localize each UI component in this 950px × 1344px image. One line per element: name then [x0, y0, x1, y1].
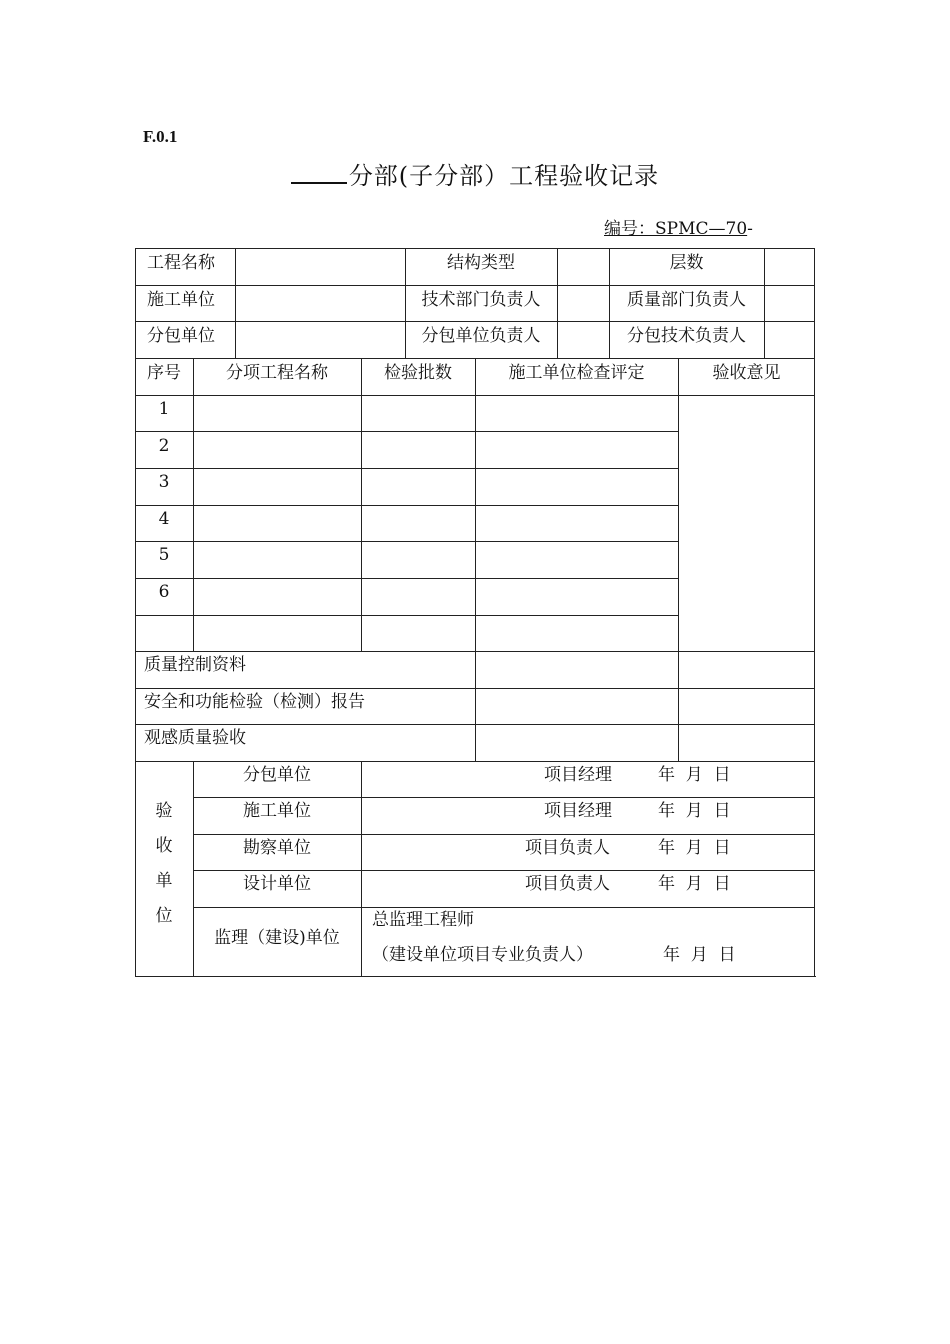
acceptance-label-char: 位 — [155, 906, 173, 926]
role-project-manager: 项目经理 — [544, 801, 612, 821]
date-field[interactable]: 年 月 日 — [658, 765, 731, 785]
acceptance-label-char: 收 — [155, 836, 173, 856]
field-structure-type[interactable] — [558, 249, 609, 285]
role-project-manager: 项目经理 — [544, 765, 612, 785]
acceptance-record-table — [135, 248, 815, 977]
label-floors: 层数 — [669, 253, 704, 273]
row-number: 6 — [158, 582, 170, 602]
role-project-leader: 项目负责人 — [525, 838, 610, 858]
row-number: 5 — [158, 545, 170, 565]
label-safety-function-report: 安全和功能检验（检测）报告 — [144, 692, 365, 712]
label-subcontract-tech-head: 分包技术负责人 — [627, 326, 746, 346]
field-floors[interactable] — [765, 249, 814, 285]
row-number: 2 — [158, 436, 170, 456]
date-field[interactable]: 年 月 日 — [663, 945, 736, 965]
section-number: F.0.1 — [143, 127, 178, 146]
page-title — [0, 156, 950, 191]
unit-supervision: 监理（建设)单位 — [214, 928, 340, 948]
unit-construction: 施工单位 — [243, 801, 311, 821]
label-subcontract-unit: 分包单位 — [147, 326, 215, 346]
header-self-inspection: 施工单位检查评定 — [508, 363, 645, 383]
date-field[interactable]: 年 月 日 — [658, 838, 731, 858]
header-sub-item-name: 分项工程名称 — [226, 363, 328, 383]
row-number: 4 — [158, 509, 170, 529]
label-appearance-quality: 观感质量验收 — [144, 728, 246, 748]
label-structure-type: 结构类型 — [447, 253, 515, 273]
role-owner-representative: （建设单位项目专业负责人） — [372, 945, 593, 965]
record-code-label: 编号：SPMC—70 — [604, 219, 748, 239]
label-subcontract-unit-head: 分包单位负责人 — [421, 326, 541, 346]
row-number: 1 — [158, 399, 170, 419]
label-quality-control-docs: 质量控制资料 — [144, 655, 246, 675]
role-chief-supervisor: 总监理工程师 — [372, 910, 474, 930]
record-code-suffix: - — [747, 219, 753, 239]
label-tech-dept-head: 技术部门负责人 — [421, 290, 541, 310]
label-quality-dept-head: 质量部门负责人 — [627, 290, 746, 310]
header-batch-count: 检验批数 — [384, 363, 452, 383]
title-text: 分部(子分部）工程验收记录 — [348, 162, 660, 190]
date-field[interactable]: 年 月 日 — [658, 874, 731, 894]
unit-subcontract: 分包单位 — [243, 765, 311, 785]
unit-survey: 勘察单位 — [243, 838, 311, 858]
label-construction-unit: 施工单位 — [147, 290, 215, 310]
acceptance-label-char: 单 — [155, 871, 173, 891]
field-project-name[interactable] — [236, 249, 405, 285]
record-code — [604, 214, 753, 239]
title-blank-line[interactable] — [291, 160, 347, 184]
header-seq-no: 序号 — [147, 363, 181, 383]
unit-design: 设计单位 — [243, 874, 311, 894]
date-field[interactable]: 年 月 日 — [658, 801, 731, 821]
role-project-leader: 项目负责人 — [525, 874, 610, 894]
row-number: 3 — [158, 472, 170, 492]
label-project-name: 工程名称 — [147, 253, 215, 273]
header-acceptance-opinion: 验收意见 — [712, 363, 781, 383]
acceptance-label-char: 验 — [155, 801, 173, 821]
